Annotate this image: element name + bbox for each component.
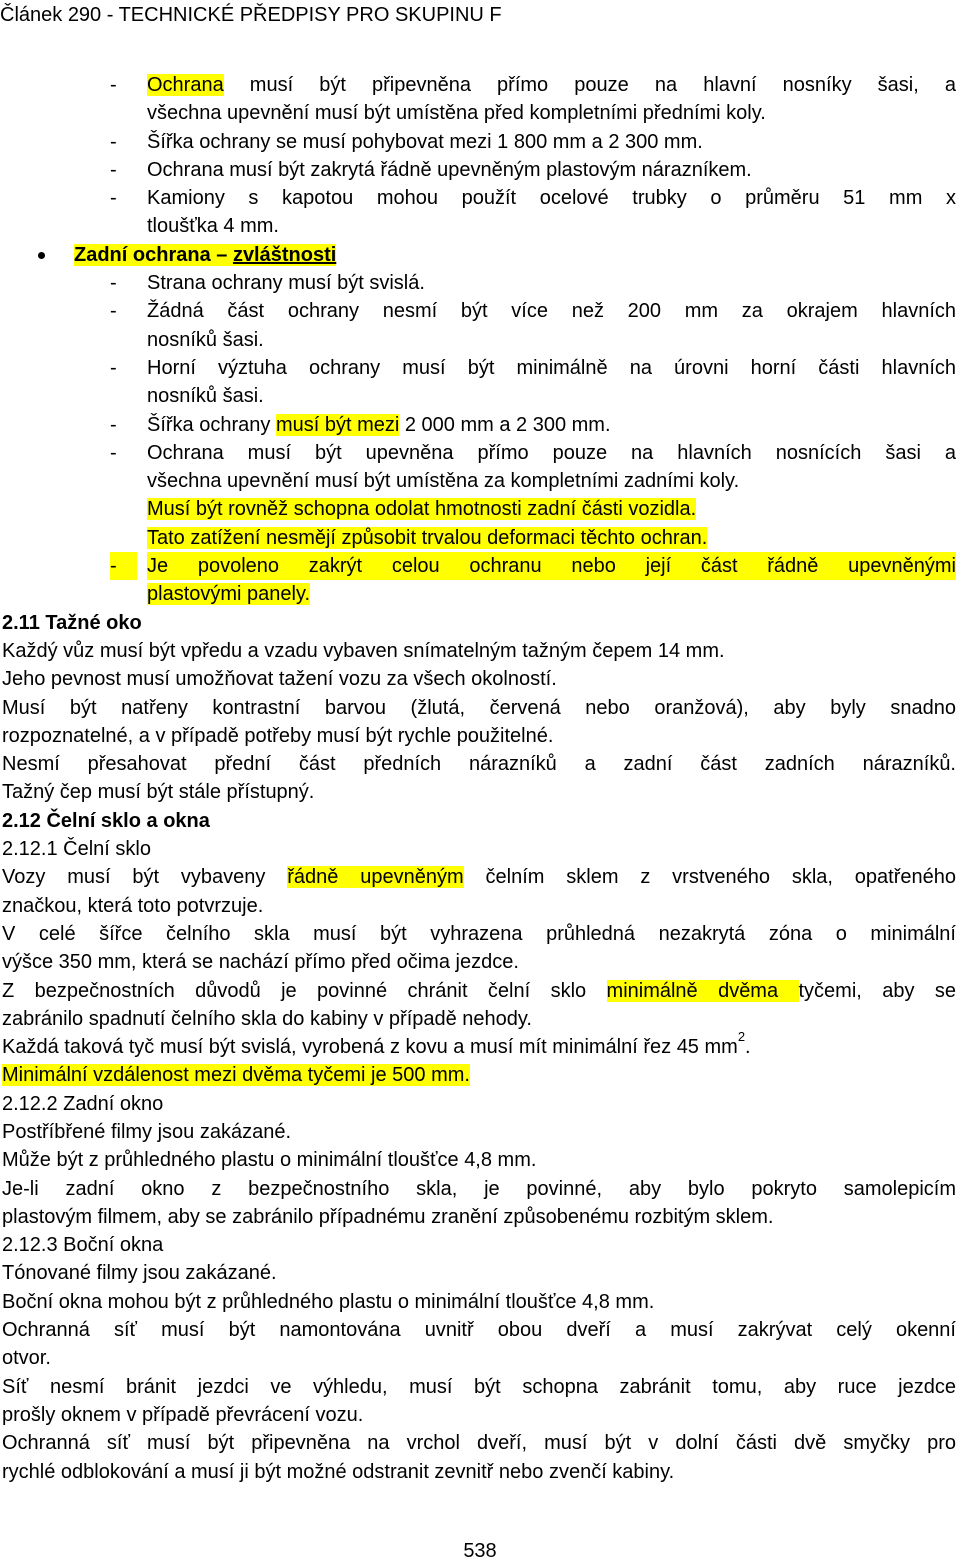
list-item: - Šířka ochrany se musí pohybovat mezi 1 800 mm a 2 300 mm.	[110, 130, 703, 153]
subsection-heading: 2.12.1 Čelní sklo	[2, 838, 151, 861]
list-item: - Horní výztuha ochrany musí být minimálně na úrovni horní části hlavních	[110, 356, 956, 379]
list-item: - Ochrana musí být upevněna přímo pouze na hlavních nosnících šasi a	[110, 441, 956, 464]
bullet-heading: Zadní ochrana – zvláštnosti	[2, 241, 956, 269]
paragraph-line: plastovým filmem, aby se zabránilo případnému zranění způsobenému rozbitým sklem.	[2, 1205, 774, 1228]
list-item-continuation: tloušťka 4 mm.	[147, 215, 279, 238]
page-number: 538	[463, 1540, 497, 1562]
list-item: - Strana ochrany musí být svislá.	[110, 272, 425, 295]
paragraph-line: Každý vůz musí být vpředu a vzadu vybaven snímatelným tažným čepem 14 mm.	[2, 639, 725, 662]
paragraph-line: Ochranná síť musí být namontována uvnitř obou dveří a musí zakrývat celý okenní	[2, 1319, 956, 1342]
paragraph-line: Nesmí přesahovat přední část předních nárazníků a zadní část zadních nárazníků.	[2, 753, 956, 776]
list-item-continuation: Musí být rovněž schopna odolat hmotnosti zadní části vozidla.	[147, 498, 697, 521]
section-heading: 2.12 Čelní sklo a okna	[2, 809, 210, 832]
paragraph-line: Síť nesmí bránit jezdci ve výhledu, musí být schopna zabránit tomu, aby ruce jezdce	[2, 1375, 956, 1398]
paragraph-line: Tónované filmy jsou zakázané.	[2, 1262, 277, 1285]
paragraph-line: Jeho pevnost musí umožňovat tažení vozu za všech okolností.	[2, 668, 557, 691]
list-item-continuation: nosníků šasi.	[147, 328, 264, 351]
section-heading: 2.11 Tažné oko	[2, 611, 142, 634]
paragraph-line: Je-li zadní okno z bezpečnostního skla, je povinné, aby bylo pokryto samolepicím	[2, 1177, 956, 1200]
paragraph-line: značkou, která toto potvrzuje.	[2, 894, 264, 917]
list-item: - Je povoleno zakrýt celou ochranu nebo její část řádně upevněnými	[2, 552, 956, 580]
paragraph-line: otvor.	[2, 1347, 51, 1370]
list-item: - Ochrana musí být zakrytá řádně upevněným plastovým nárazníkem.	[110, 158, 752, 181]
paragraph-line: Boční okna mohou být z průhledného plastu o minimální tloušťce 4,8 mm.	[2, 1290, 655, 1313]
list-item-continuation: všechna upevnění musí být umístěna za kompletními zadními koly.	[147, 470, 740, 493]
list-item-continuation: Tato zatížení nesmějí způsobit trvalou deformaci těchto ochran.	[147, 526, 708, 549]
paragraph-line: Vozy musí být vybaveny řádně upevněným čelním sklem z vrstveného skla, opatřeného	[2, 866, 956, 889]
paragraph-line: Tažný čep musí být stále přístupný.	[2, 781, 315, 804]
paragraph-line: Z bezpečnostních důvodů je povinné chránit čelní sklo minimálně dvěma tyčemi, aby se	[2, 979, 956, 1002]
bullet-icon	[38, 252, 45, 259]
paragraph-line: prošly oknem v případě převrácení vozu.	[2, 1403, 364, 1426]
list-item: - Ochrana musí být připevněna přímo pouze na hlavní nosníky šasi, a	[110, 74, 956, 96]
list-item-continuation: plastovými panely.	[147, 583, 311, 606]
subsection-heading: 2.12.3 Boční okna	[2, 1234, 164, 1257]
paragraph-line: výšce 350 mm, která se nachází přímo před očima jezdce.	[2, 951, 519, 974]
paragraph-line: Minimální vzdálenost mezi dvěma tyčemi je 500 mm.	[2, 1064, 470, 1087]
paragraph-line: Každá taková tyč musí být svislá, vyrobená z kovu a musí mít minimální řez 45 $mm^2$.	[2, 1029, 751, 1059]
list-item-continuation: všechna upevnění musí být umístěna před kompletními předními koly.	[147, 102, 766, 125]
list-item: - Kamiony s kapotou mohou použít ocelové trubky o průměru 51 mm x	[110, 187, 956, 210]
subsection-heading: 2.12.2 Zadní okno	[2, 1092, 164, 1115]
paragraph-line: Postříbřené filmy jsou zakázané.	[2, 1120, 292, 1143]
page-header: Článek 290 - TECHNICKÉ PŘEDPISY PRO SKUPINU F	[0, 4, 502, 26]
paragraph-line: V celé šířce čelního skla musí být vyhrazena průhledná nezakrytá zóna o minimální	[2, 922, 956, 945]
document-body	[2, 71, 956, 1486]
paragraph-line: Může být z průhledného plastu o minimální tloušťce 4,8 mm.	[2, 1149, 537, 1172]
list-item-continuation: nosníků šasi.	[147, 385, 264, 408]
list-item: - Žádná část ochrany nesmí být více než 200 mm za okrajem hlavních	[110, 300, 956, 323]
paragraph-line: rozpoznatelné, a v případě potřeby musí být rychle použitelné.	[2, 724, 554, 747]
paragraph-line: Ochranná síť musí být připevněna na vrchol dveří, musí být v dolní části dvě smyčky pro	[2, 1432, 956, 1455]
list-item: - Šířka ochrany musí být mezi 2 000 mm a 2 300 mm.	[110, 413, 611, 436]
paragraph-line: rychlé odblokování a musí ji být možné odstranit zevnitř nebo zvenčí kabiny.	[2, 1460, 675, 1483]
paragraph-line: Musí být natřeny kontrastní barvou (žlutá, červená nebo oranžová), aby byly snadno	[2, 696, 956, 719]
paragraph-line: zabránilo spadnutí čelního skla do kabiny v případě nehody.	[2, 1007, 532, 1030]
